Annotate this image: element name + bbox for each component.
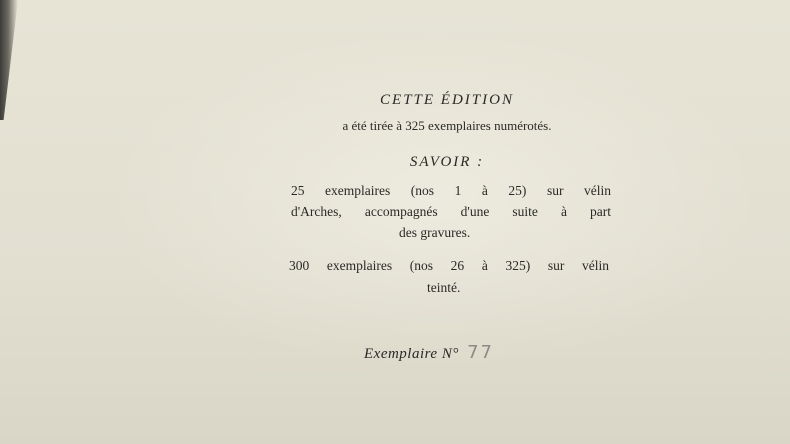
page-corner-shadow <box>0 0 18 120</box>
section-heading: SAVOIR : <box>409 154 485 170</box>
paragraph1-line2: d'Arches, accompagnés d'une suite à part <box>291 204 611 219</box>
paragraph1-line3: des gravures. <box>399 225 471 240</box>
exemplaire-handwritten-number: 77 <box>467 342 494 363</box>
paragraph2-line2: teinté. <box>427 280 461 295</box>
paragraph1-line1: 25 exemplaires (nos 1 à 25) sur vélin <box>291 183 611 198</box>
exemplaire-label: Exemplaire N° <box>364 346 459 362</box>
paragraph2-line1: 300 exemplaires (nos 26 à 325) sur vélin <box>289 258 609 273</box>
edition-subtitle: a été tirée à 325 exemplaires numérotés. <box>342 118 552 133</box>
edition-title: CETTE ÉDITION <box>380 92 514 108</box>
exemplaire-number <box>364 342 494 363</box>
